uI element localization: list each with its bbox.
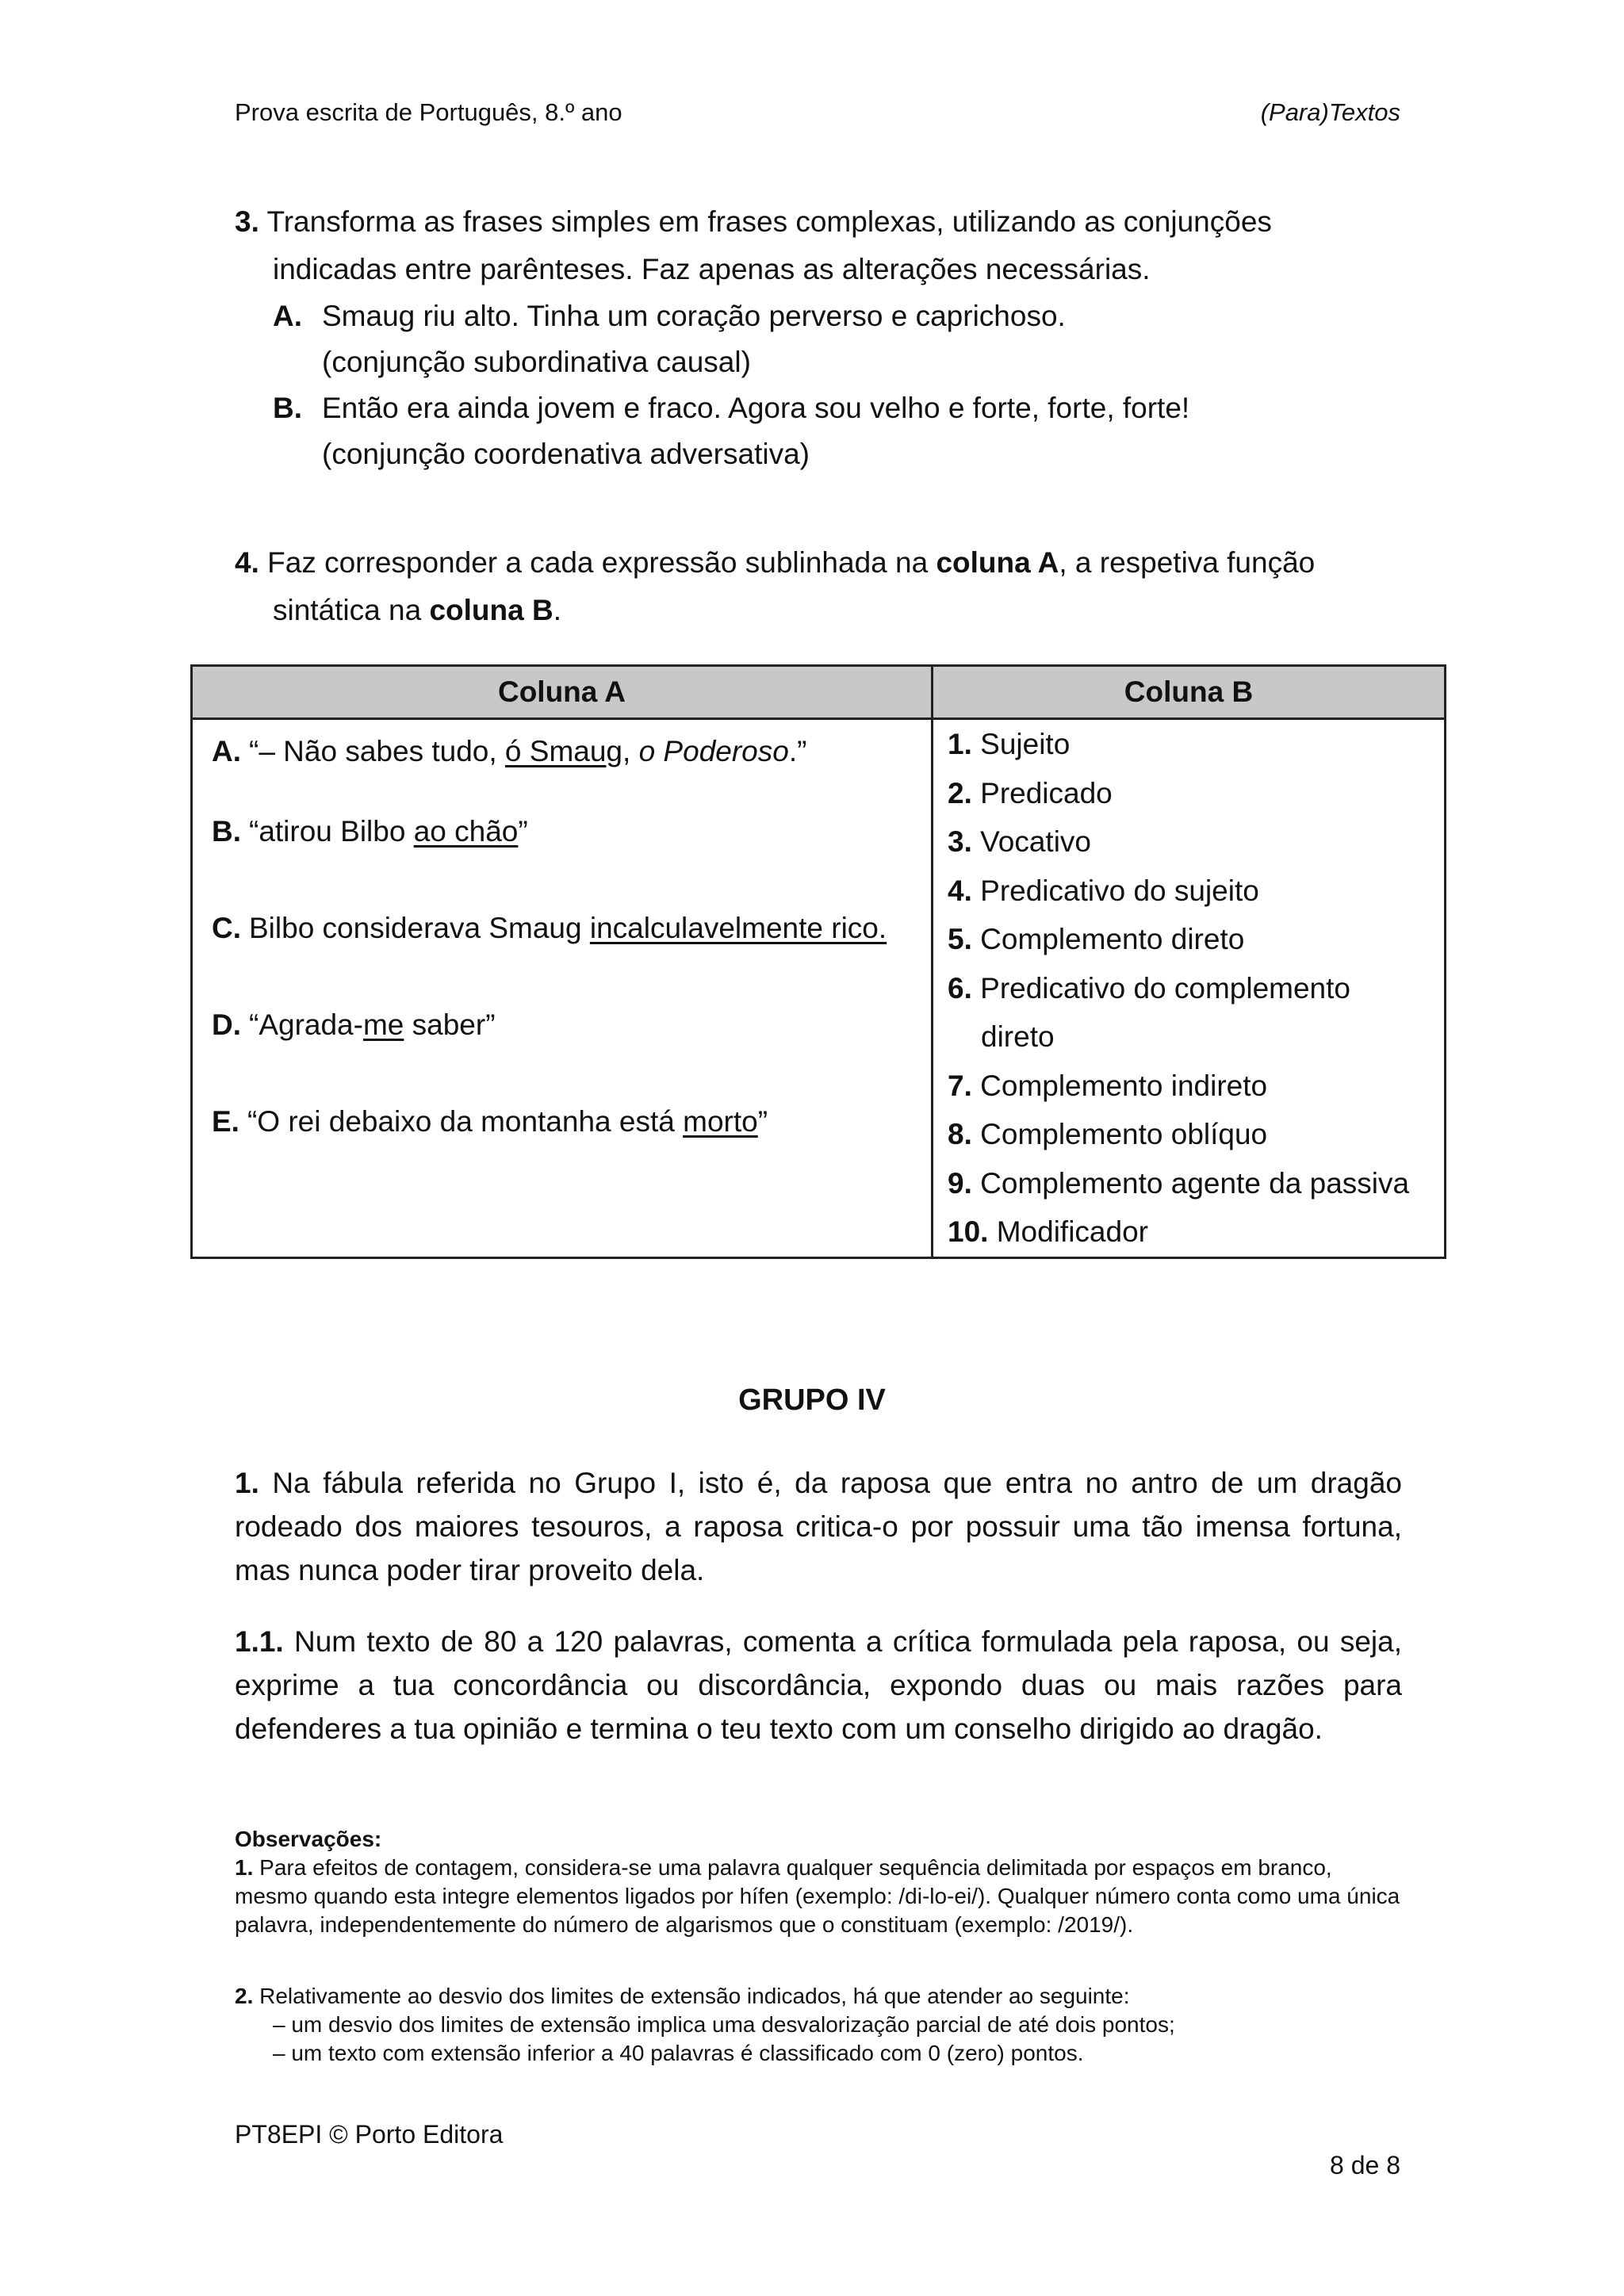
column-a-header: Coluna A — [192, 666, 933, 719]
item-letter: A. — [273, 300, 302, 332]
question-3-line2: indicadas entre parênteses. Faz apenas as alterações necessárias. — [273, 253, 1151, 285]
observations — [235, 1825, 1402, 1939]
column-b-header: Coluna B — [933, 666, 1446, 719]
question-3-line1 — [235, 198, 1402, 246]
question-number: 1.1. — [235, 1625, 284, 1658]
page-number: 8 de 8 — [1330, 2151, 1400, 2179]
list-item: 10. Modificador — [948, 1215, 1148, 1248]
question-text: Num texto de 80 a 120 palavras, comenta a crítica formulada pela raposa, ou seja, exprime a tua concordância ou discordância, expondo duas ou mais razões para defenderes a tua opinião e termina o teu texto com um conselho dirigido ao dragão. — [235, 1625, 1402, 1745]
sentence-item-b — [235, 385, 1402, 477]
sentence-item-a — [235, 293, 1402, 385]
group4-question-1-1 — [235, 1620, 1402, 1751]
list-item: 7. Complemento indireto — [948, 1069, 1268, 1102]
question-number: 1. — [235, 1467, 259, 1499]
column-b — [933, 719, 1446, 1258]
observation-note-1: 1. Para efeitos de contagem, considera-se uma palavra qualquer sequência delimitada por espaços em branco, mesmo quando esta integre elementos ligados por hífen (exemplo: /di-lo-ei/). Qualquer número conta como uma única palavra, independentemente do número de algarismos que o constituam (exemplo: /2019/). — [235, 1855, 1400, 1937]
underlined-expression: ao chão — [413, 815, 519, 848]
column-a-item: B. “atirou Bilbo ao chão ” — [212, 815, 528, 848]
column-a — [192, 719, 933, 1258]
question-4-line1: 4. Faz corresponder a cada expressão sublinhada na coluna A, a respetiva função — [235, 546, 1316, 579]
note-dash-item: – um desvio dos limites de extensão implica uma desvalorização parcial de até dois pontos; — [273, 2012, 1175, 2037]
item-text: Então era ainda jovem e fraco. Agora sou velho e forte, forte, forte! — [322, 392, 1190, 424]
column-a-item: D. “Agrada- me saber” — [212, 1008, 496, 1041]
note-dash-item: – um texto com extensão inferior a 40 palavras é classificado com 0 (zero) pontos. — [273, 2041, 1084, 2065]
observations-title: Observações: — [235, 1827, 382, 1851]
header-exam-title: Prova escrita de Português, 8.º ano — [235, 98, 622, 126]
group4-question-1 — [235, 1461, 1402, 1592]
item-hint: (conjunção coordenativa adversativa) — [322, 438, 810, 470]
question-number: 4. — [235, 546, 259, 579]
syntactic-function-list — [933, 720, 1444, 1257]
question-text: Transforma as frases simples em frases complexas, utilizando as conjunções — [266, 205, 1272, 238]
column-a-item: C. Bilbo considerava Smaug incalculavelmente rico. — [212, 912, 887, 944]
item-hint: (conjunção subordinativa causal) — [322, 346, 751, 378]
footer-copyright: PT8EPI © Porto Editora — [235, 2120, 504, 2149]
question-text: Na fábula referida no Grupo I, isto é, da raposa que entra no antro de um dragão rodeado dos maiores tesouros, a raposa critica-o por possuir uma tão imensa fortuna, mas nunca poder tirar proveito dela. — [235, 1467, 1402, 1586]
item-letter: B. — [273, 392, 302, 424]
underlined-expression: me — [362, 1008, 404, 1041]
question-4-line2: sintática na coluna B. — [273, 594, 561, 626]
list-item: 8. Complemento oblíquo — [948, 1118, 1268, 1150]
list-item: 1. Sujeito — [948, 728, 1071, 760]
list-item: 2. Predicado — [948, 776, 1113, 809]
matching-table — [190, 664, 1446, 1259]
group-title: GRUPO IV — [738, 1383, 886, 1417]
question-4 — [235, 539, 1402, 634]
list-item: 4. Predicativo do sujeito — [948, 874, 1259, 907]
column-a-item: A. “– Não sabes tudo, ó Smaug , o Poderoso .” — [212, 735, 807, 767]
observation-note-2: 2. Relativamente ao desvio dos limites de extensão indicados, há que atender ao seguinte: – um desvio dos limites de extensão implica uma desvalorização parcial de até dois pontos; – um texto com extensão inferior a 40 palavras é classificado com 0 (zero) pontos. — [235, 1982, 1402, 2068]
list-item: 9. Complemento agente da passiva — [948, 1166, 1410, 1200]
underlined-expression: morto — [683, 1105, 758, 1138]
list-item: 6. Predicativo do complemento direto — [948, 971, 1350, 1053]
question-3 — [235, 198, 1402, 477]
item-text: Smaug riu alto. Tinha um coração perverso e caprichoso. — [322, 300, 1066, 332]
question-number: 3. — [235, 205, 259, 238]
list-item: 5. Complemento direto — [948, 923, 1245, 955]
header-book-title: (Para)Textos — [1260, 98, 1400, 126]
list-item: 3. Vocativo — [948, 825, 1092, 858]
column-a-item: E. “O rei debaixo da montanha está morto ” — [212, 1105, 768, 1138]
underlined-expression: incalculavelmente rico. — [589, 912, 887, 944]
underlined-expression: ó Smaug — [504, 735, 623, 767]
